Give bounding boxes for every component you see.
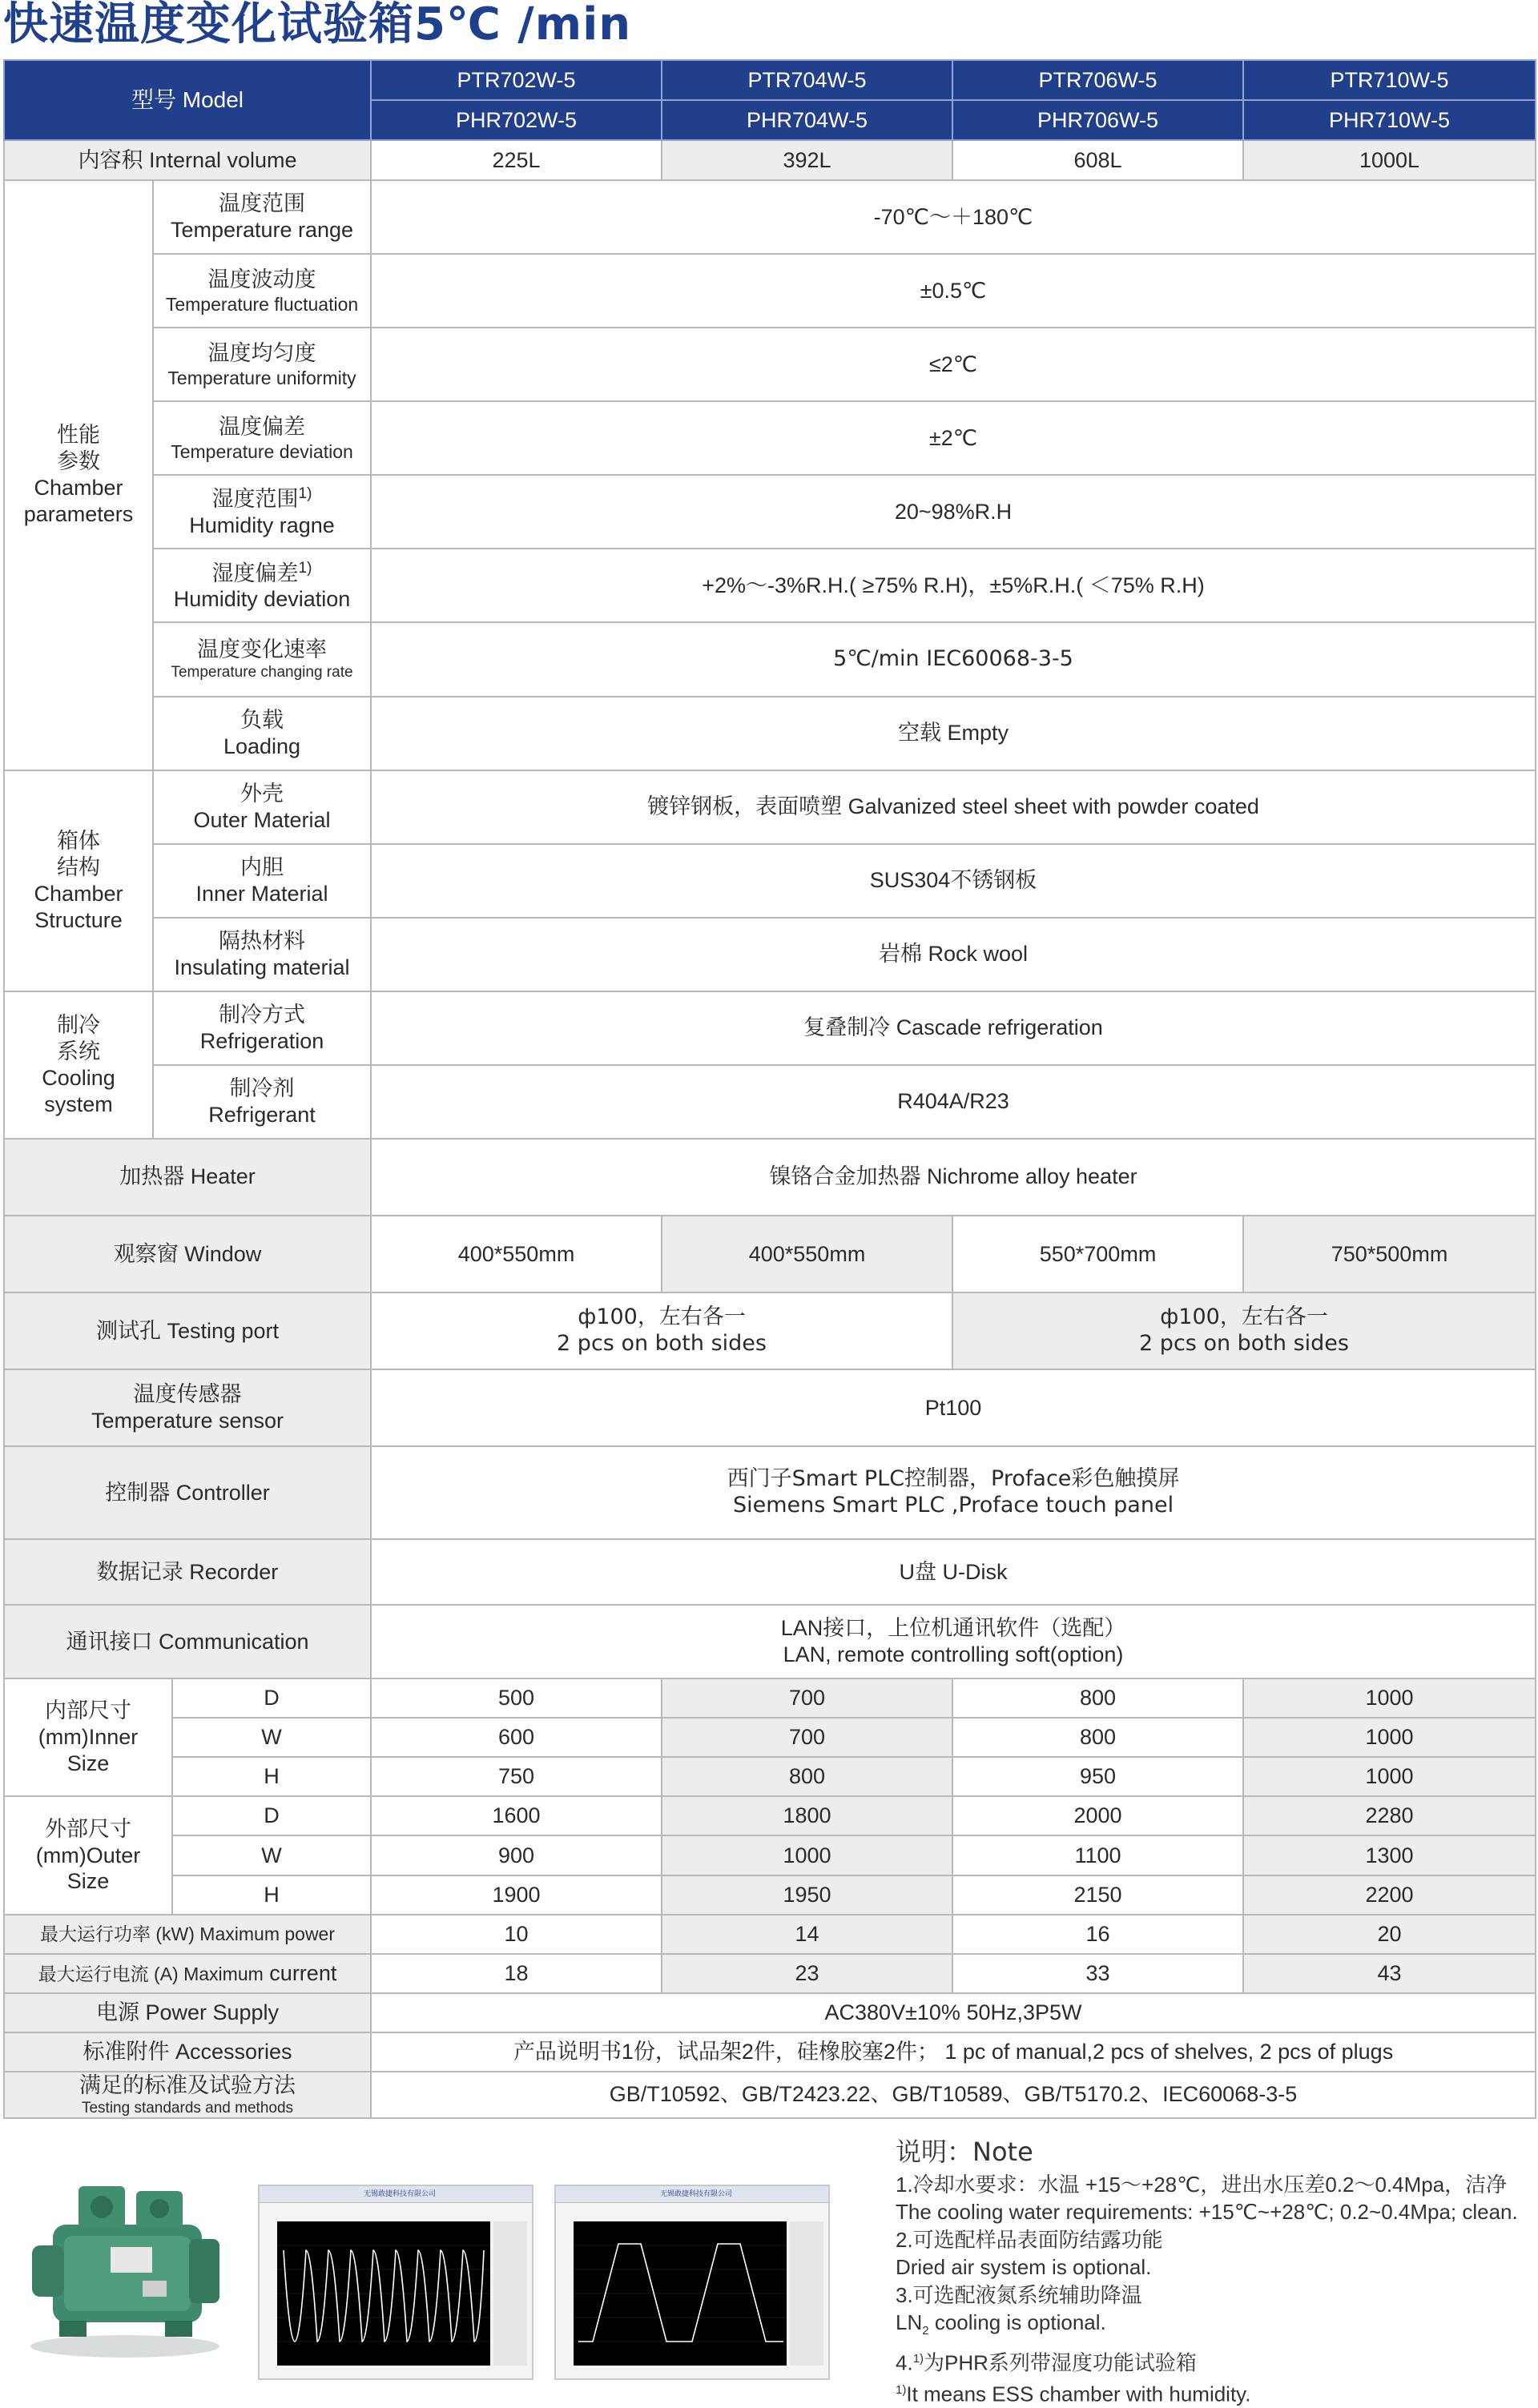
param-value: 岩棉 Rock wool [371, 918, 1536, 991]
internal-volume-value: 225L [371, 140, 662, 180]
recorder-value: U盘 U-Disk [371, 1539, 1536, 1605]
model-ptr: PTR706W-5 [952, 60, 1243, 100]
note-line: 3.可选配液氮系统辅助降温 [896, 2282, 1142, 2307]
param-value: -70℃～＋180℃ [371, 180, 1536, 254]
dimension-value: 2150 [952, 1875, 1243, 1915]
note-line: 4.$^{1)}$为PHR系列带湿度功能试验箱 [896, 2350, 1197, 2375]
dimension-label: W [172, 1718, 371, 1757]
max-power-label: 最大运行功率 (kW) Maximum power [4, 1915, 371, 1954]
dimension-value: 900 [371, 1835, 662, 1875]
dimension-value: 600 [371, 1718, 662, 1757]
param-value: R404A/R23 [371, 1065, 1536, 1139]
note-line: Dried air system is optional. [896, 2255, 1152, 2279]
model-phr: PHR702W-5 [371, 100, 662, 140]
standards-value: GB/T10592、GB/T2423.22、GB/T10589、GB/T5170.2、IEC60068-3-5 [371, 2072, 1536, 2118]
max-power-value: 14 [662, 1915, 952, 1954]
dimension-value: 700 [662, 1678, 952, 1718]
dimension-value: 1900 [371, 1875, 662, 1915]
max-current-value: 18 [371, 1954, 662, 1993]
dimension-value: 2200 [1243, 1875, 1536, 1915]
internal-volume-value: 608L [952, 140, 1243, 180]
testing-port-value: ф100，左右各一 2 pcs on both sides [371, 1292, 952, 1369]
param-label: 温度偏差 Temperature deviation [153, 401, 371, 475]
max-power-value: 10 [371, 1915, 662, 1954]
note-line: $^{1)}$It means ESS chamber with humidity. [896, 2382, 1251, 2406]
dimension-value: 1000 [1243, 1678, 1536, 1718]
param-label: 湿度范围$^{1)}$ Humidity ragne [153, 475, 371, 549]
performance-group-label: 性能 参数 Chamber parameters [4, 180, 153, 770]
power-supply-value: AC380V±10% 50Hz,3P5W [371, 1993, 1536, 2032]
param-value: 20~98%R.H [371, 475, 1536, 549]
model-phr: PHR704W-5 [662, 100, 952, 140]
param-value: 空载 Empty [371, 697, 1536, 770]
param-value: +2%～-3%R.H.( ≥75% R.H)，±5%R.H.( ＜75% R.H) [371, 549, 1536, 622]
recorder-label: 数据记录 Recorder [4, 1539, 371, 1605]
accessories-value: 产品说明书1份，试品架2件，硅橡胶塞2件； 1 pc of manual,2 pcs of shelves, 2 pcs of plugs [371, 2032, 1536, 2072]
controller-screen-trapezoid: 无锡敢捷科技有限公司 [554, 2185, 830, 2380]
model-header-label: 型号 Model [4, 60, 371, 140]
heater-label: 加热器 Heater [4, 1139, 371, 1216]
structure-group-label: 箱体 结构 Chamber Structure [4, 770, 153, 991]
sensor-label: 温度传感器 Temperature sensor [4, 1369, 371, 1446]
dimension-value: 1000 [1243, 1757, 1536, 1796]
param-label: 负载 Loading [153, 697, 371, 770]
sensor-value: Pt100 [371, 1369, 1536, 1446]
model-ptr: PTR702W-5 [371, 60, 662, 100]
note-line: 1.冷却水要求：水温 +15～+28℃，进出水压差0.2～0.4Mpa，洁净 [896, 2172, 1508, 2197]
param-label: 温度变化速率 Temperature changing rate [153, 622, 371, 696]
outer-size-label: 外部尺寸 (mm)Outer Size [4, 1796, 172, 1914]
dimension-value: 700 [662, 1718, 952, 1757]
internal-volume-value: 392L [662, 140, 952, 180]
param-label: 温度波动度 Temperature fluctuation [153, 254, 371, 328]
dimension-value: 2000 [952, 1796, 1243, 1835]
trapezoid-curve-chart [574, 2221, 787, 2366]
bottom-section [0, 2119, 1538, 2406]
inner-size-label: 内部尺寸 (mm)Inner Size [4, 1678, 172, 1796]
heater-value: 镍铬合金加热器 Nichrome alloy heater [371, 1139, 1536, 1216]
dimension-value: 1100 [952, 1835, 1243, 1875]
testing-port-value: ф100，左右各一 2 pcs on both sides [952, 1292, 1536, 1369]
param-label: 温度范围 Temperature range [153, 180, 371, 254]
testing-port-label: 测试孔 Testing port [4, 1292, 371, 1369]
controller-value: 西门子Smart PLC控制器，Proface彩色触摸屏 Siemens Smart PLC ,Proface touch panel [371, 1446, 1536, 1539]
dimension-value: 1000 [662, 1835, 952, 1875]
power-supply-label: 电源 Power Supply [4, 1993, 371, 2032]
dimension-value: 750 [371, 1757, 662, 1796]
max-power-value: 16 [952, 1915, 1243, 1954]
param-value: ±0.5℃ [371, 254, 1536, 328]
dimension-value: 1300 [1243, 1835, 1536, 1875]
spec-table [3, 59, 1536, 2119]
param-label: 制冷剂 Refrigerant [153, 1065, 371, 1139]
dimension-value: 800 [952, 1678, 1243, 1718]
param-label: 制冷方式 Refrigeration [153, 991, 371, 1065]
page-title: 快速温度变化试验箱5℃ /min [3, 0, 632, 50]
cooling-group-label: 制冷 系统 Cooling system [4, 991, 153, 1139]
param-value: 镀锌钢板，表面喷塑 Galvanized steel sheet with powder coated [371, 770, 1536, 844]
dimension-value: 1000 [1243, 1718, 1536, 1757]
communication-value: LAN接口，上位机通讯软件（选配） LAN, remote controlling soft(option) [371, 1605, 1536, 1678]
dimension-value: 2280 [1243, 1796, 1536, 1835]
max-current-value: 23 [662, 1954, 952, 1993]
sine-curve-chart [277, 2221, 490, 2366]
max-current-label: 最大运行电流 (A) Maximum current [4, 1954, 371, 1993]
window-value: 400*550mm [371, 1216, 662, 1292]
dimension-value: 500 [371, 1678, 662, 1718]
param-label: 温度均匀度 Temperature uniformity [153, 328, 371, 401]
model-phr: PHR710W-5 [1243, 100, 1536, 140]
model-ptr: PTR710W-5 [1243, 60, 1536, 100]
internal-volume-label: 内容积 Internal volume [4, 140, 371, 180]
dimension-label: H [172, 1757, 371, 1796]
window-value: 400*550mm [662, 1216, 952, 1292]
max-current-value: 43 [1243, 1954, 1536, 1993]
param-label: 内胆 Inner Material [153, 844, 371, 918]
param-value: ±2℃ [371, 401, 1536, 475]
max-current-value: 33 [952, 1954, 1243, 1993]
dimension-label: W [172, 1835, 371, 1875]
dimension-label: D [172, 1678, 371, 1718]
dimension-value: 1600 [371, 1796, 662, 1835]
note-line: 2.可选配样品表面防结露功能 [896, 2227, 1163, 2252]
param-value: ≤2℃ [371, 328, 1536, 401]
param-label: 隔热材料 Insulating material [153, 918, 371, 991]
compressor-image [22, 2169, 227, 2361]
max-power-value: 20 [1243, 1915, 1536, 1954]
standards-label: 满足的标准及试验方法 Testing standards and methods [4, 2072, 371, 2118]
model-phr: PHR706W-5 [952, 100, 1243, 140]
note-line: The cooling water requirements: +15℃~+28℃; 0.2~0.4Mpa; clean. [896, 2200, 1518, 2224]
param-label: 外壳 Outer Material [153, 770, 371, 844]
controller-screen-sine: 无锡敢捷科技有限公司 [258, 2185, 533, 2380]
dimension-label: H [172, 1875, 371, 1915]
communication-label: 通讯接口 Communication [4, 1605, 371, 1678]
controller-label: 控制器 Controller [4, 1446, 371, 1539]
param-value: 5℃/min IEC60068-3-5 [371, 622, 1536, 696]
note-line: $LN_2$ cooling is optional. [896, 2310, 1106, 2338]
notes-title: 说明：Note [896, 2137, 1033, 2167]
dimension-value: 1800 [662, 1796, 952, 1835]
internal-volume-value: 1000L [1243, 140, 1536, 180]
window-value: 750*500mm [1243, 1216, 1536, 1292]
accessories-label: 标准附件 Accessories [4, 2032, 371, 2072]
dimension-label: D [172, 1796, 371, 1835]
window-value: 550*700mm [952, 1216, 1243, 1292]
param-value: 复叠制冷 Cascade refrigeration [371, 991, 1536, 1065]
dimension-value: 800 [952, 1718, 1243, 1757]
dimension-value: 1950 [662, 1875, 952, 1915]
param-label: 湿度偏差$^{1)}$ Humidity deviation [153, 549, 371, 622]
model-ptr: PTR704W-5 [662, 60, 952, 100]
param-value: SUS304不锈钢板 [371, 844, 1536, 918]
dimension-value: 800 [662, 1757, 952, 1796]
window-label: 观察窗 Window [4, 1216, 371, 1292]
dimension-value: 950 [952, 1757, 1243, 1796]
notes-block [896, 2138, 1536, 2408]
